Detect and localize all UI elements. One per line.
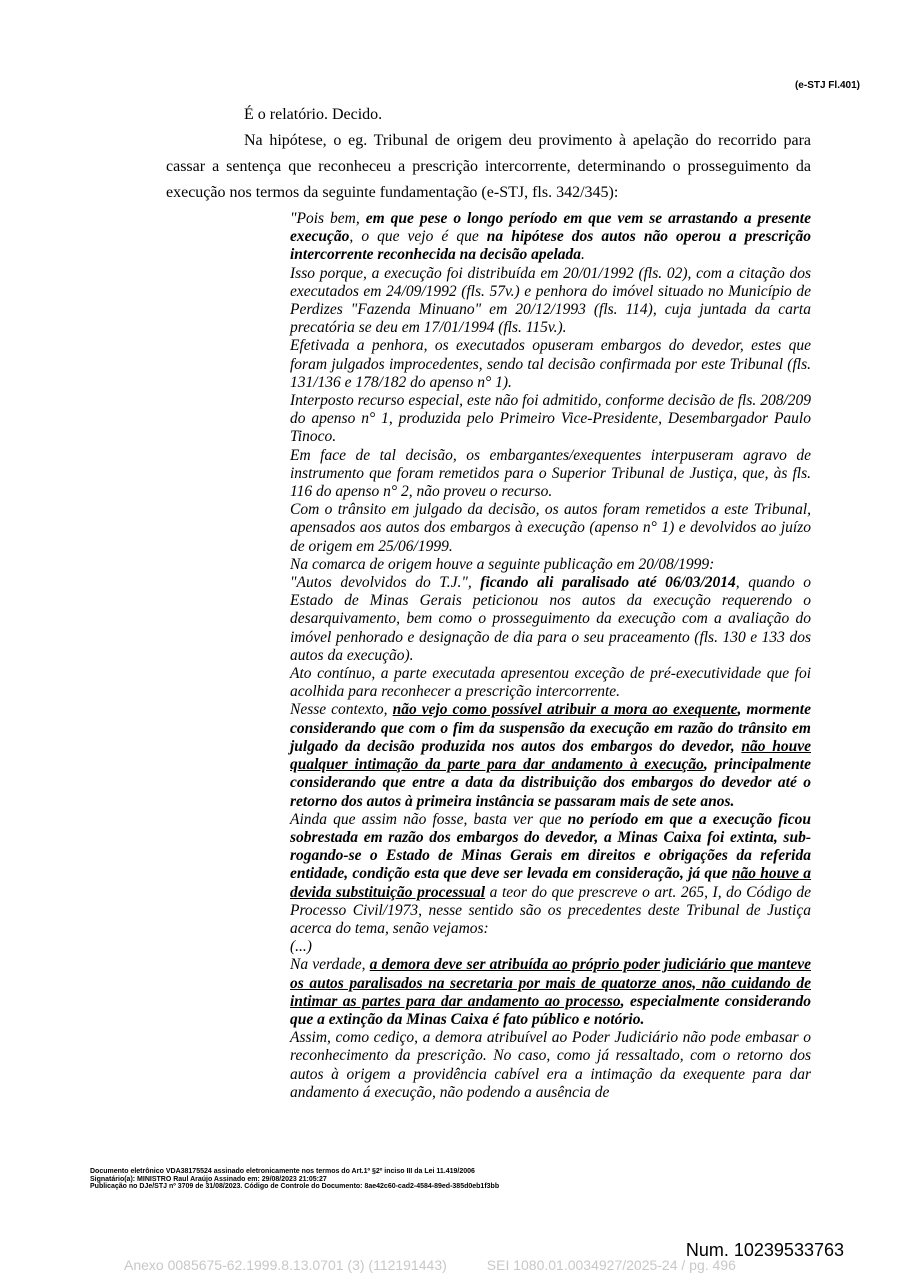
page-folio: (e-STJ Fl.401) xyxy=(794,80,860,91)
paragraph-report: É o relatório. Decido. xyxy=(244,106,383,123)
quote-paragraph: Em face de tal decisão, os embargantes/exequentes interpuseram agravo de instrumento que foram remetidos para o Superior Tribunal de Justiça, que, às fls. 116 do apenso n° 2, não proveu o recurso. xyxy=(290,446,811,501)
quote-paragraph: Assim, como cediço, a demora atribuível ao Poder Judiciário não pode embasar o reconhecimento da prescrição. No caso, como já ressaltado, com o retorno dos autos à origem a providência cabível era a intimação da exequente para dar andamento á execução, não podendo a ausência de xyxy=(290,1029,811,1101)
court-quotation xyxy=(290,210,811,1102)
electronic-document-line: Documento eletrônico VDA38175524 assinado eletronicamente nos termos do Art.1º §2º inciso III da Lei 11.419/2006 xyxy=(90,1168,475,1175)
annex-reference: Anexo 0085675-62.1999.8.13.0701 (3) (112191443) xyxy=(124,1257,447,1273)
quote-paragraph: Ainda que assim não fosse, basta ver que no período em que a execução ficou sobrestada em razão dos embargos do devedor, a Minas Caixa foi extinta, sub-rogando-se o Estado de Minas Gerais em direitos e obrigações da referida entidade, condição esta que deve ser levada em consideração, já que não houve a devida substituição processual a teor do que prescreve o art. 265, I, do Código de Processo Civil/1973, nesse sentido são os precedentes deste Tribunal de Justiça acerca do tema, senão vejamos: xyxy=(290,810,812,937)
quote-paragraph: Com o trânsito em julgado da decisão, os autos foram remetidos a este Tribunal, apensados aos autos dos embargos à execução (apenso n° 1) e devolvidos ao juízo de origem em 25/06/1999. xyxy=(290,501,811,555)
quote-paragraph: Na verdade, a demora deve ser atribuída ao próprio poder judiciário que manteve os autos paralisados na secretaria por mais de quatorze anos, não cuidando de intimar as partes para dar andamento ao processo, especialmente considerando que a extinção da Minas Caixa é fato público e notório. xyxy=(290,956,811,1028)
quote-paragraph: Na comarca de origem houve a seguinte publicação em 20/08/1999: xyxy=(290,555,715,573)
signature-metadata xyxy=(90,1168,499,1191)
quote-paragraph: Ato contínuo, a parte executada apresentou exceção de pré-executividade que foi acolhida para reconhecer a prescrição intercorrente. xyxy=(290,665,811,701)
decision-body xyxy=(166,102,811,206)
quote-paragraph: Efetivada a penhora, os executados opuseram embargos do devedor, estes que foram julgados improcedentes, sendo tal decisão confirmada por este Tribunal (fls. 131/136 e 178/182 do apenso n° 1). xyxy=(290,337,811,391)
quote-paragraph: "Pois bem, em que pese o longo período em que vem se arrastando a presente execução, o que vejo é que na hipótese dos autos não operou a prescrição intercorrente reconhecida na decisão apelada. xyxy=(290,210,811,264)
quote-paragraph: Nesse contexto, não vejo como possível atribuir a mora ao exequente, mormente considerando que com o fim da suspensão da execução em razão do trânsito em julgado da decisão produzida nos autos dos embargos do devedor, não houve qualquer intimação da parte para dar andamento à execução, principalmente considerando que entre a data da distribuição dos embargos do devedor até o retorno dos autos à primeira instância se passaram mais de sete anos. xyxy=(290,701,811,810)
annex-watermark xyxy=(124,1257,736,1273)
sei-reference: SEI 1080.01.0034927/2025-24 / pg. 496 xyxy=(486,1257,736,1273)
signatory-line: Signatário(a): MINISTRO Raul Araújo Assinado em: 29/08/2023 21:05:27 xyxy=(90,1175,327,1183)
publication-line: Publicação no DJe/STJ nº 3709 de 31/08/2023. Código de Controle do Documento: 8ae42c60-cad2-4584-89ed-385d0eb1f3bb xyxy=(90,1183,500,1190)
quote-paragraph: Isso porque, a execução foi distribuída em 20/01/1992 (fls. 02), com a citação dos executados em 24/09/1992 (fls. 57v.) e penhora do imóvel situado no Município de Perdizes "Fazenda Minuano" em 20/12/1993 (fls. 114), cuja juntada da carta precatória se deu em 17/01/1994 (fls. 115v.). xyxy=(290,264,811,337)
paragraph-hypothesis: Na hipótese, o eg. Tribunal de origem deu provimento à apelação do recorrido para cassar a sentença que reconheceu a prescrição intercorrente, determinando o prosseguimento da execução nos termos da seguinte fundamentação (e-STJ, fls. 342/345): xyxy=(166,132,811,201)
quote-paragraph: Interposto recurso especial, este não foi admitido, conforme decisão de fls. 208/209 do apenso n° 1, produzida pelo Primeiro Vice-Presidente, Desembargador Paulo Tinoco. xyxy=(290,392,811,446)
quote-paragraph: "Autos devolvidos do T.J.", ficando ali paralisado até 06/03/2014, quando o Estado de Minas Gerais peticionou nos autos da execução requerendo o desarquivamento, bem como o prosseguimento da execução com a avaliação do imóvel penhorado e designação de dia para o seu praceamento (fls. 130 e 133 dos autos da execução). xyxy=(290,574,811,664)
document-number: Num. 10239533763 xyxy=(685,1240,844,1260)
quote-ellipsis: (...) xyxy=(290,938,312,956)
